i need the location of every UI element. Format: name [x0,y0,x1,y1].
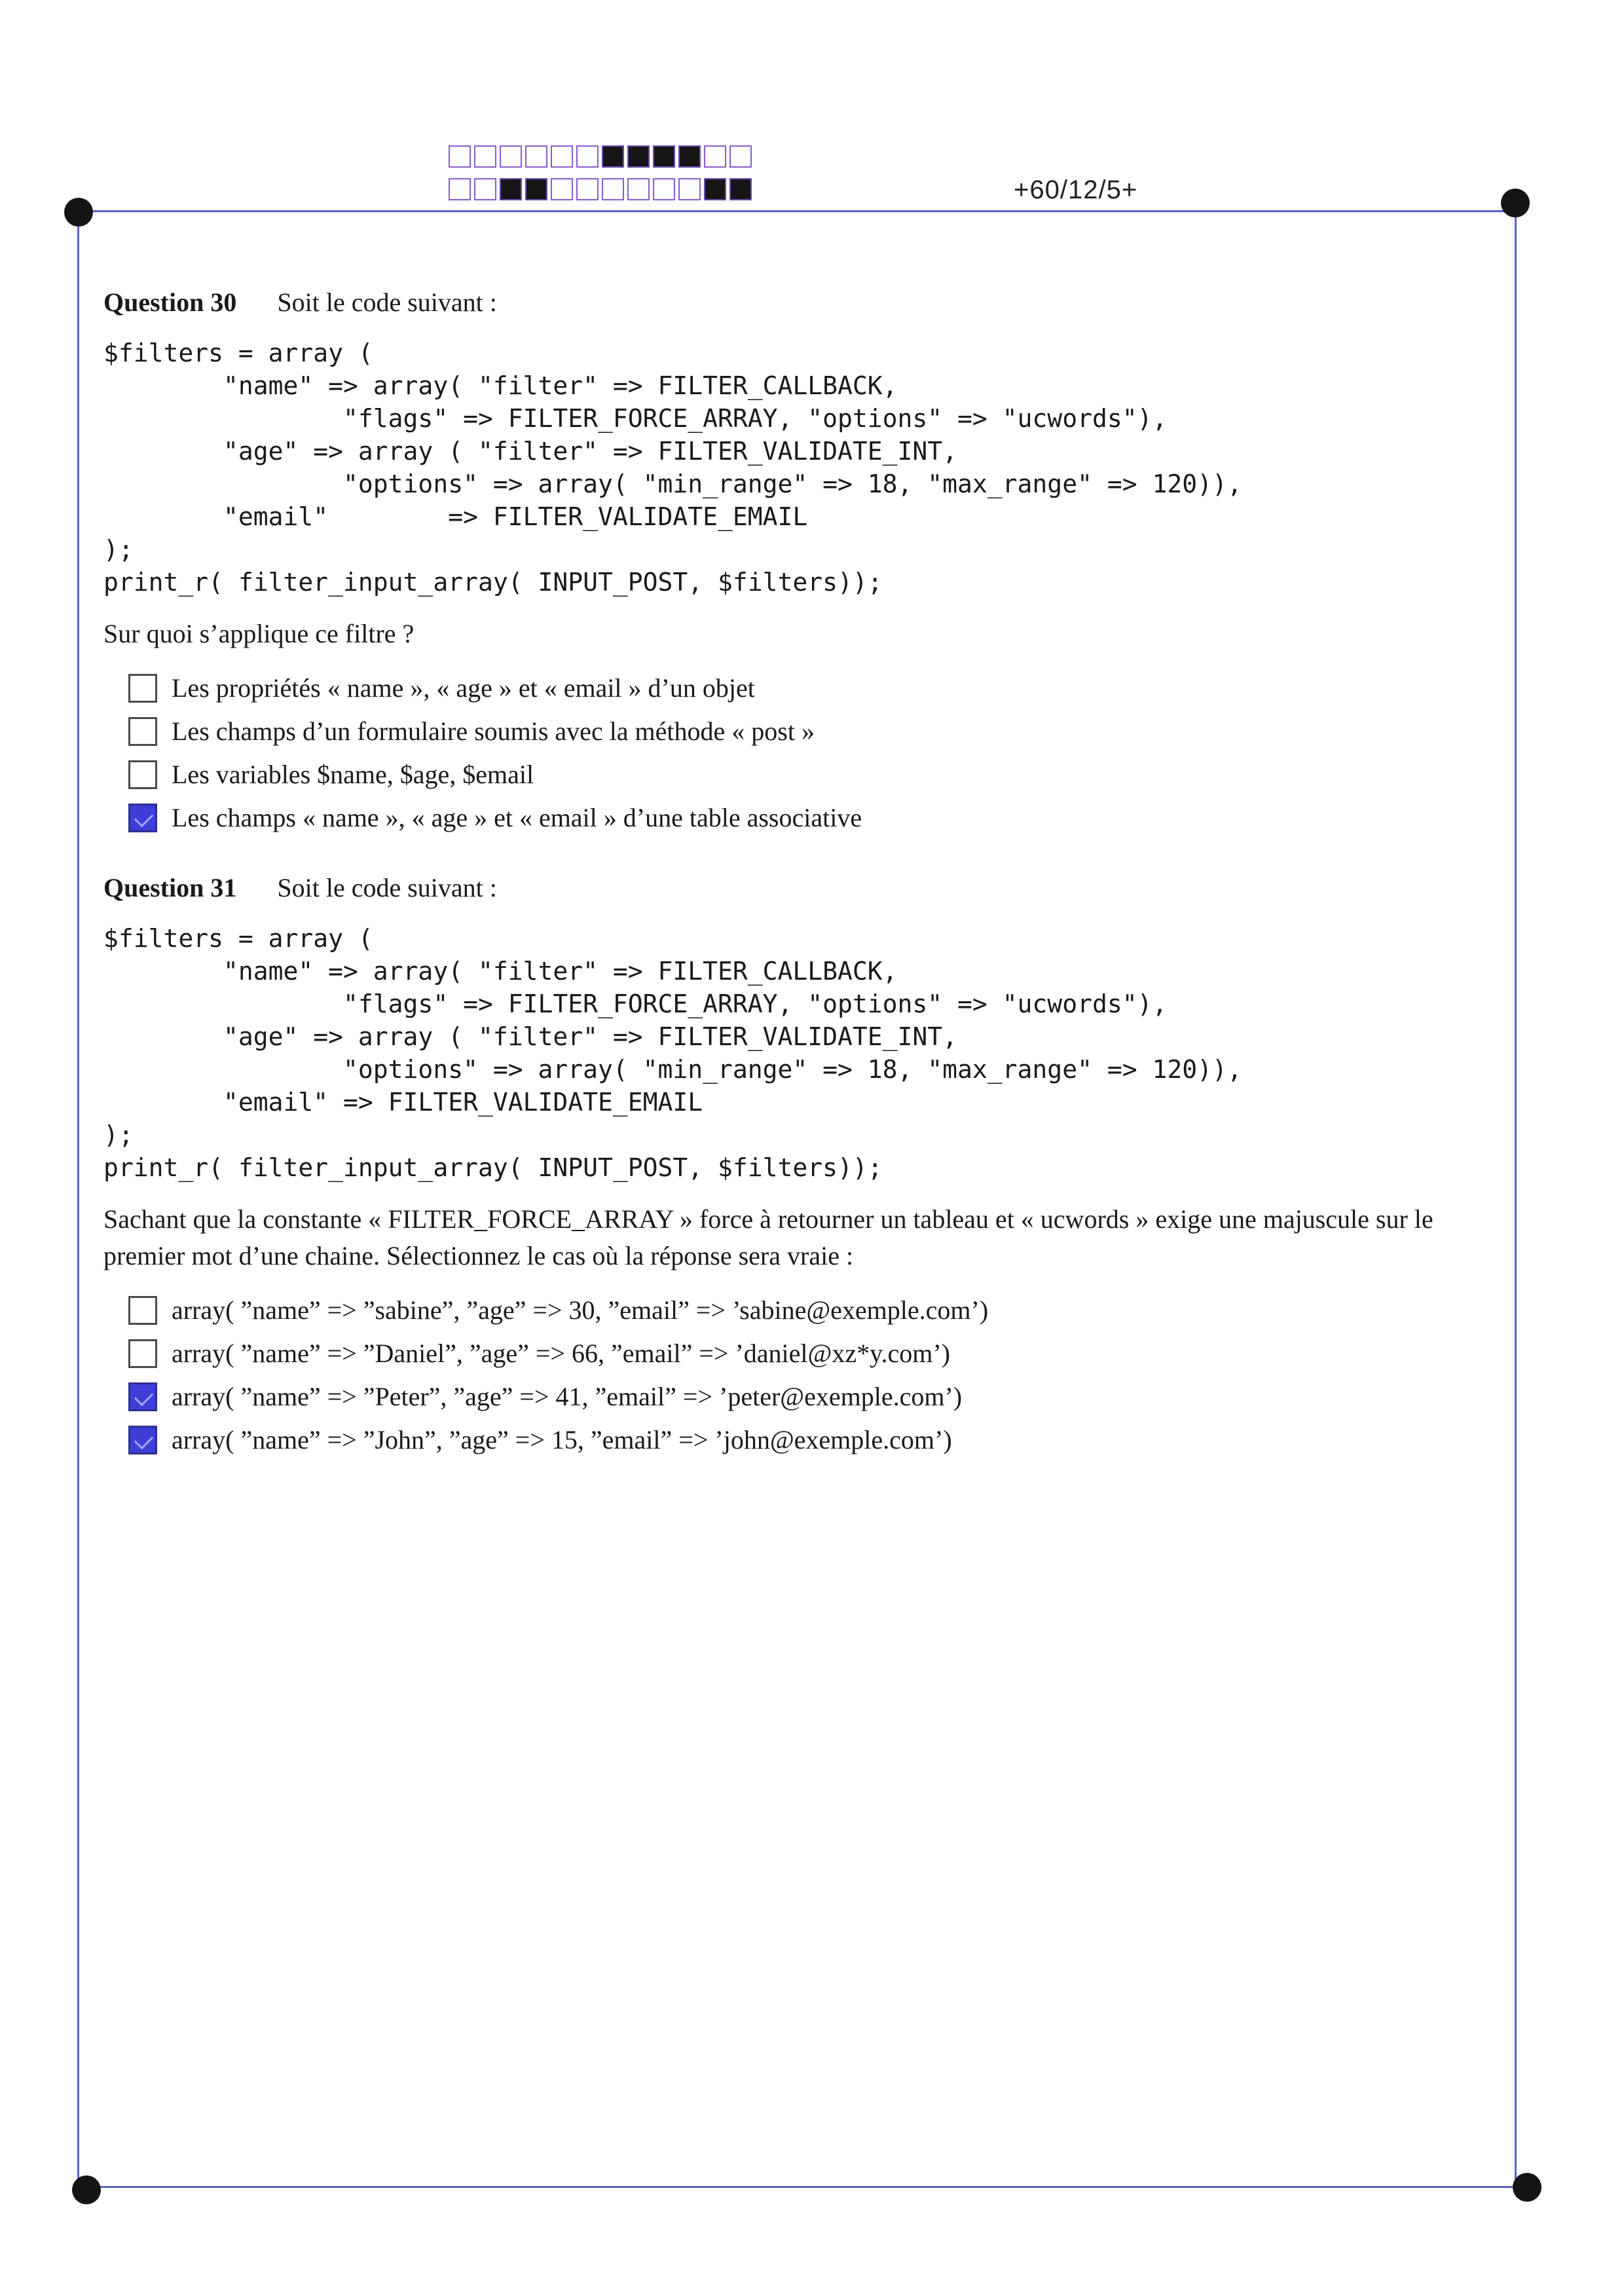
answer-choice[interactable] [128,1332,1531,1375]
answer-choice-text: array( ”name” => ”sabine”, ”age” => 30, ”email” => ’sabine@exemple.com’) [172,1295,989,1325]
page-code-row-2 [449,178,755,202]
question-intro: Soit le code suivant : [277,287,497,317]
corner-marker-bottom-left [72,2176,101,2204]
code-box [500,178,522,200]
code-block: $filters = array ( "name" => array( "filter" => FILTER_CALLBACK, "flags" => FILTER_FORCE_ARRAY, "options" => "ucwords"), "age" => array ( "filter" => FILTER_VALIDATE_INT, "options" => array( "min_range" => 18, "max_range" => 120)), "email" => FILTER_VALIDATE_EMAIL ); print_r( filter_input_array( INPUT_POST, $filters)); [103,924,1242,1182]
code-box [653,145,675,168]
corner-marker-top-right [1501,189,1530,217]
code-box [704,145,726,168]
answer-choice-text: Les variables $name, $age, $email [172,760,534,789]
page-identifier: +60/12/5+ [1014,176,1138,204]
code-box [627,145,650,168]
checkbox-icon[interactable] [128,760,157,789]
answer-choice-text: array( ”name” => ”Daniel”, ”age” => 66, ”email” => ’daniel@xz*y.com’) [172,1339,951,1368]
answer-choices [103,1289,1531,1462]
corner-marker-bottom-right [1513,2173,1541,2202]
checkbox-icon[interactable] [128,1296,157,1325]
question-label: Question 31 [103,873,237,902]
answer-choice[interactable] [128,1289,1531,1332]
checkbox-icon[interactable] [128,717,157,746]
code-box [678,145,701,168]
answer-choice-text: array( ”name” => ”John”, ”age” => 15, ”email” => ’john@exemple.com’) [172,1425,952,1454]
question-prompt: Sur quoi s’applique ce filtre ? [103,619,415,648]
checkbox-checked-icon[interactable] [128,804,157,832]
question-heading [103,286,1531,320]
page-code-row-1 [449,145,755,169]
code-box [602,145,624,168]
question-heading [103,871,1531,905]
question-label: Question 30 [103,287,237,317]
answer-choice[interactable] [128,1418,1531,1462]
answer-choice[interactable] [128,667,1531,710]
code-box [576,178,599,200]
answer-choices [103,667,1531,840]
answer-choice-text: Les champs « name », « age » et « email » d’une table associative [172,803,862,832]
code-box [474,145,496,168]
code-box [653,178,675,200]
code-box [602,178,624,200]
answer-choice-text: array( ”name” => ”Peter”, ”age” => 41, ”email” => ’peter@exemple.com’) [172,1382,963,1411]
checkbox-checked-icon[interactable] [128,1426,157,1454]
code-box [449,145,471,168]
frame-bottom-line [85,2186,1526,2188]
frame-top-line [77,210,1517,212]
checkbox-checked-icon[interactable] [128,1382,157,1411]
answer-choice[interactable] [128,710,1531,753]
frame-left-line [77,210,79,2188]
question-prompt: Sachant que la constante « FILTER_FORCE_ARRAY » force à retourner un tableau et « ucwords » exige une majuscule sur le premier mot d’une chaine. Sélectionnez le cas où la réponse sera vraie : [103,1204,1433,1270]
code-box [729,145,752,168]
answer-choice[interactable] [128,1375,1531,1418]
code-box [449,178,471,200]
code-box [525,145,547,168]
code-box [500,145,522,168]
checkbox-icon[interactable] [128,1339,157,1368]
code-box [551,178,573,200]
code-box [627,178,650,200]
checkbox-icon[interactable] [128,674,157,703]
question-30 [103,286,1531,840]
answer-choice-text: Les propriétés « name », « age » et « email » d’un objet [172,673,755,703]
corner-marker-top-left [64,198,93,227]
code-box [729,178,752,200]
code-box [474,178,496,200]
code-box [576,145,599,168]
answer-choice[interactable] [128,796,1531,840]
code-box [551,145,573,168]
question-31 [103,871,1531,1462]
code-box [704,178,726,200]
question-intro: Soit le code suivant : [277,873,497,902]
code-block: $filters = array ( "name" => array( "filter" => FILTER_CALLBACK, "flags" => FILTER_FORCE_ARRAY, "options" => "ucwords"), "age" => array ( "filter" => FILTER_VALIDATE_INT, "options" => array( "min_range" => 18, "max_range" => 120)), "email" => FILTER_VALIDATE_EMAIL ); print_r( filter_input_array( INPUT_POST, $filters)); [103,339,1242,597]
answer-choice[interactable] [128,753,1531,796]
code-box [525,178,547,200]
answer-choice-text: Les champs d’un formulaire soumis avec la méthode « post » [172,716,815,746]
code-box [678,178,701,200]
